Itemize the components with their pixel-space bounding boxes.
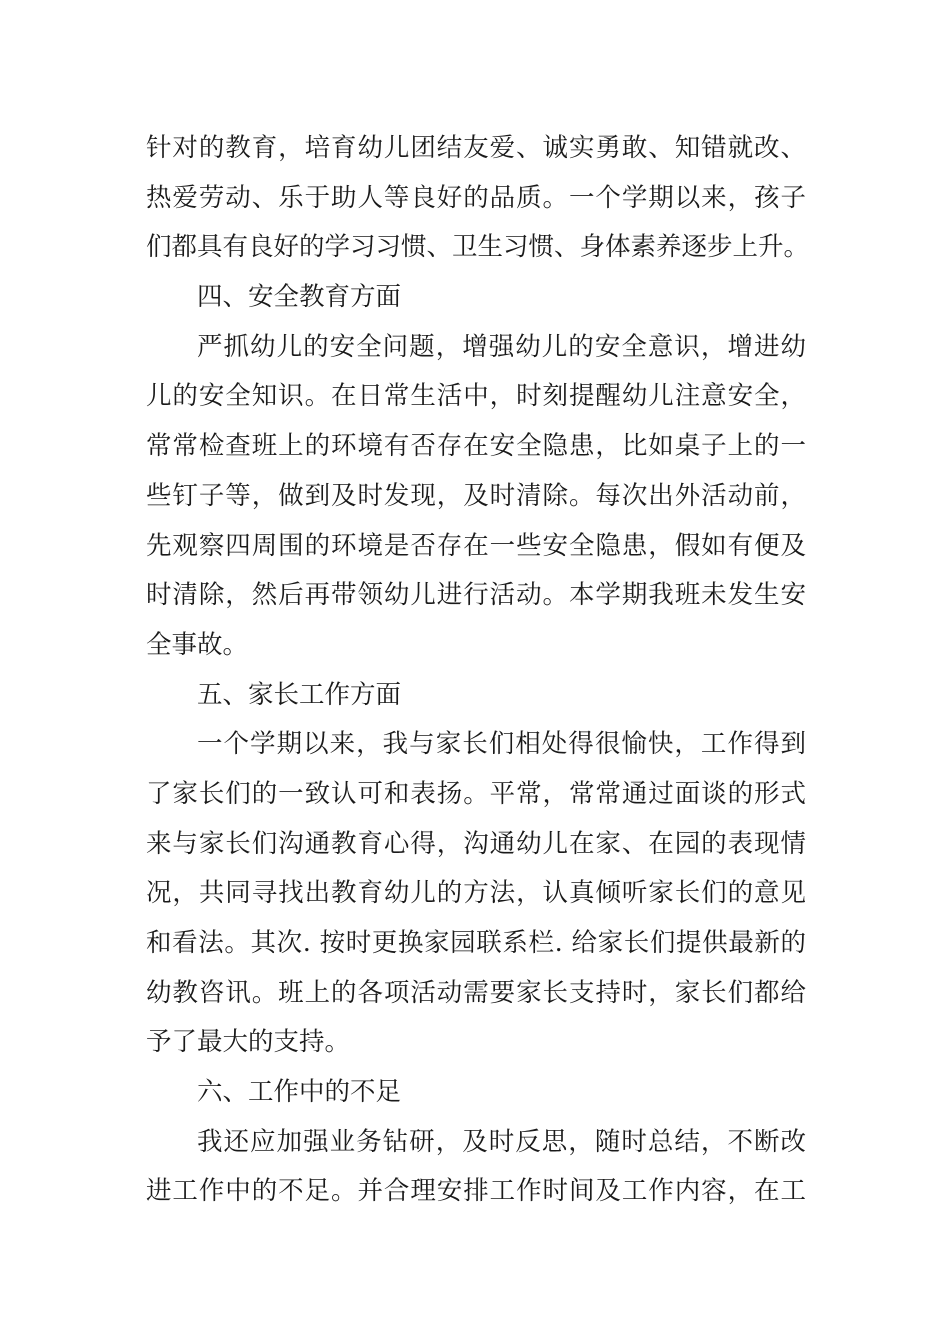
- paragraph-first-line: 严抓幼儿的安全问题，增强幼儿的安全意识，增进幼: [197, 331, 806, 362]
- body-line: 儿的安全知识。在日常生活中，时刻提醒幼儿注意安全，: [146, 381, 806, 412]
- body-line: 时清除，然后再带领幼儿进行活动。本学期我班未发生安: [146, 580, 806, 611]
- body-line: 常常检查班上的环境有否存在安全隐患，比如桌子上的一: [146, 431, 806, 462]
- body-line: 先观察四周围的环境是否存在一些安全隐患，假如有便及: [146, 530, 806, 561]
- body-line: 热爱劳动、乐于助人等良好的品质。一个学期以来，孩子: [146, 182, 806, 213]
- body-line: 们都具有良好的学习习惯、卫生习惯、身体素养逐步上升。: [146, 232, 810, 263]
- body-line: 进工作中的不足。并合理安排工作时间及工作内容，在工: [146, 1176, 806, 1207]
- body-line: 况，共同寻找出教育幼儿的方法，认真倾听家长们的意见: [146, 878, 806, 909]
- paragraph-first-line: 我还应加强业务钻研，及时反思，随时总结，不断改: [197, 1126, 806, 1157]
- body-line: 些钉子等，做到及时发现，及时清除。每次出外活动前，: [146, 480, 806, 511]
- body-line: 幼教咨讯。班上的各项活动需要家长支持时，家长们都给: [146, 977, 806, 1008]
- body-line: 和看法。其次. 按时更换家园联系栏. 给家长们提供最新的: [146, 928, 806, 958]
- paragraph-first-line: 一个学期以来，我与家长们相处得很愉快，工作得到: [197, 729, 806, 760]
- body-line: 来与家长们沟通教育心得，沟通幼儿在家、在园的表现情: [146, 828, 806, 859]
- document-body: [146, 124, 810, 1217]
- section-heading: 四、安全教育方面: [197, 282, 402, 313]
- section-heading: 六、工作中的不足: [197, 1077, 402, 1108]
- body-line: 全事故。: [146, 629, 249, 660]
- body-line: 了家长们的一致认可和表扬。平常，常常通过面谈的形式: [146, 778, 806, 809]
- body-line: 针对的教育，培育幼儿团结友爱、诚实勇敢、知错就改、: [146, 133, 806, 163]
- body-line: 予了最大的支持。: [146, 1027, 351, 1058]
- section-heading: 五、家长工作方面: [197, 679, 402, 710]
